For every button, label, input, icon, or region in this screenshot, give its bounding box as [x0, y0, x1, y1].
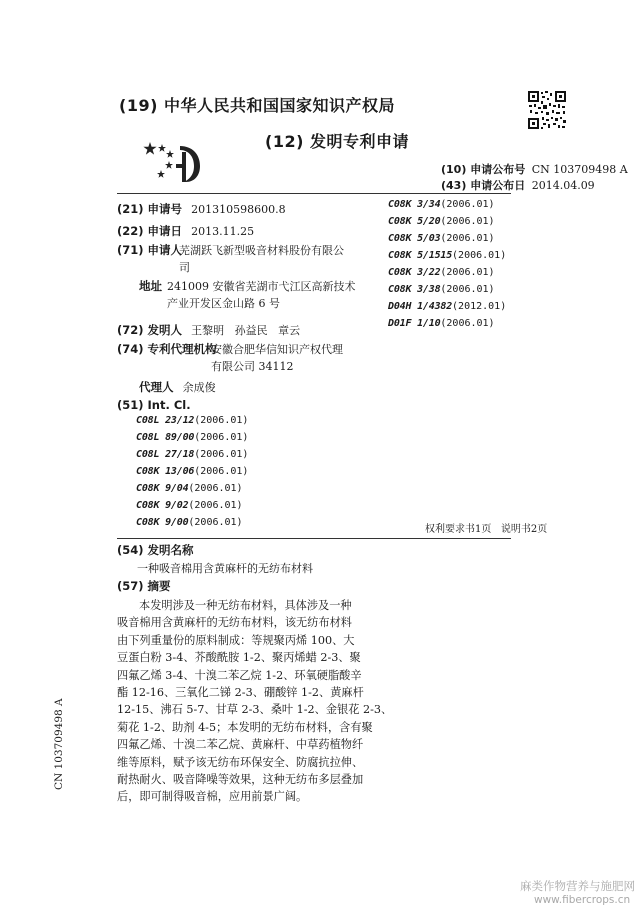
- ipc-code: C08K 5/03: [388, 233, 441, 244]
- ipc-code: C08K 3/38: [388, 284, 441, 295]
- ipc-version: (2006.01): [194, 432, 249, 443]
- ipc-code: D01F 1/10: [388, 318, 441, 329]
- ipc-item: [388, 216, 495, 227]
- ipc-version: (2006.01): [188, 500, 243, 511]
- publication-date-row: [441, 177, 595, 193]
- ipc-item: [388, 301, 506, 312]
- ipc-code: C08K 9/04: [136, 483, 189, 494]
- abstract-line: 本发明涉及一种无纺布材料，具体涉及一种: [139, 599, 352, 612]
- abstract-line: 维等原料，赋予该无纺布环保安全、防腐抗拉伸、: [117, 755, 364, 769]
- invention-title: 一种吸音棉用含黄麻杆的无纺布材料: [137, 562, 313, 575]
- document-type: (12) 发明专利申请: [265, 132, 409, 151]
- intcl-item: [136, 466, 248, 477]
- abstract-label: (57) 摘要: [117, 579, 171, 593]
- abstract-line: 豆蛋白粉 3-4、芥酸酰胺 1-2、聚丙烯蜡 2-3、聚: [117, 651, 361, 665]
- ipc-code: C08K 13/06: [136, 466, 195, 477]
- publication-date-label: (43) 申请公布日: [441, 179, 526, 192]
- ipc-version: (2006.01): [194, 415, 249, 426]
- abstract-line: 四氟乙烯 3-4、十溴二苯乙烷 1-2、环氧硬脂酸辛: [117, 668, 362, 682]
- ipc-version: (2006.01): [194, 449, 249, 460]
- ipc-version: (2006.01): [440, 199, 495, 210]
- intcl-item: [136, 500, 243, 511]
- inventor-row: [117, 319, 300, 338]
- body-divider: [117, 538, 511, 539]
- ipc-code: C08L 89/00: [136, 432, 195, 443]
- applicant-label: (71) 申请人: [117, 243, 183, 257]
- publication-number-label: (10) 申请公布号: [441, 163, 526, 176]
- agency-line-1: 安徽合肥华信知识产权代理: [211, 343, 343, 356]
- header-divider: [117, 193, 511, 194]
- intcl-item: [136, 517, 243, 528]
- ipc-item: [388, 318, 495, 329]
- agent: 余成俊: [182, 381, 216, 394]
- issuing-office: (19) 中华人民共和国国家知识产权局: [119, 96, 395, 115]
- application-number-label: (21) 申请号: [117, 202, 183, 216]
- ipc-code: C08K 3/34: [388, 199, 441, 210]
- ipc-version: (2006.01): [440, 233, 495, 244]
- abstract-line: 后，即可制得吸音棉，应用前景广阔。: [117, 790, 308, 804]
- ipc-code: C08L 23/12: [136, 415, 195, 426]
- abstract-line: 四氟乙烯、十溴二苯乙烷、黄麻杆、中草药植物纤: [117, 738, 364, 752]
- side-publication-number: CN 103709498 A: [53, 698, 65, 790]
- ipc-version: (2006.01): [188, 483, 243, 494]
- ipc-code: C08K 9/00: [136, 517, 189, 528]
- filing-date: 2013.11.25: [191, 225, 255, 238]
- ipc-version: (2006.01): [452, 250, 507, 261]
- abstract-line: 12-15、沸石 5-7、甘草 2-3、桑叶 1-2、金银花 2-3、: [117, 703, 393, 717]
- inventors: 王黎明 孙益民 章云: [191, 324, 301, 337]
- ipc-version: (2006.01): [188, 517, 243, 528]
- publication-number-row: [441, 161, 628, 177]
- ipc-code: C08L 27/18: [136, 449, 195, 460]
- ipc-item: [388, 267, 495, 278]
- intcl-item: [136, 449, 248, 460]
- publication-number: CN 103709498 A: [531, 163, 628, 176]
- abstract-line: 酯 12-16、三氧化二锑 2-3、硼酸锌 1-2、黄麻杆: [117, 686, 364, 700]
- agency-label: (74) 专利代理机构: [117, 342, 217, 356]
- publication-date: 2014.04.09: [531, 179, 595, 192]
- ipc-version: (2012.01): [452, 301, 507, 312]
- ipc-code: C08K 3/22: [388, 267, 441, 278]
- application-number-row: [117, 198, 286, 217]
- watermark-site-name: 麻类作物营养与施肥网: [520, 879, 635, 893]
- title-label: (54) 发明名称: [117, 543, 194, 557]
- ipc-version: (2006.01): [194, 466, 249, 477]
- ipc-code: C08K 9/02: [136, 500, 189, 511]
- application-number: 201310598600.8: [191, 203, 286, 216]
- ipc-item: [388, 284, 495, 295]
- abstract-line: 耐热耐火、吸音降噪等效果，这种无纺布多层叠加: [117, 773, 364, 787]
- applicant-line-2: 司: [179, 261, 190, 274]
- ipc-version: (2006.01): [440, 267, 495, 278]
- applicant-line-1: 芜湖跃飞新型吸音材料股份有限公: [179, 244, 344, 257]
- agent-row: [139, 376, 216, 395]
- abstract-line: 由下列重量份的原料制成：等规聚丙烯 100、大: [117, 633, 355, 647]
- ipc-code: C08K 5/20: [388, 216, 441, 227]
- abstract-line: 菊花 1-2、助剂 4-5；本发明的无纺布材料，含有聚: [117, 720, 373, 734]
- ipc-item: [388, 199, 495, 210]
- abstract-text: [117, 597, 393, 806]
- watermark-url: www.fibercrops.cn: [534, 894, 631, 906]
- abstract-line: 吸音棉用含黄麻杆的无纺布材料，该无纺布材料: [117, 616, 352, 630]
- pages-note: 权利要求书1页 说明书2页: [425, 524, 548, 535]
- address-label: 地址: [139, 279, 162, 293]
- ipc-version: (2006.01): [440, 318, 495, 329]
- inventor-label: (72) 发明人: [117, 323, 183, 337]
- intcl-item: [136, 483, 243, 494]
- intcl-item: [136, 432, 248, 443]
- address-line-2: 产业开发区金山路 6 号: [167, 297, 280, 310]
- agency-line-2: 有限公司 34112: [211, 360, 294, 373]
- ipc-version: (2006.01): [440, 216, 495, 227]
- qr-code-icon: [527, 90, 567, 130]
- intcl-label: (51) Int. Cl.: [117, 398, 191, 412]
- address-line-1: 241009 安徽省芜湖市弋江区高新技术: [167, 280, 356, 293]
- office-emblem-logo: [140, 140, 206, 184]
- agent-label: 代理人: [139, 380, 174, 394]
- ipc-item: [388, 250, 506, 261]
- intcl-item: [136, 415, 248, 426]
- ipc-item: [388, 233, 495, 244]
- filing-date-row: [117, 220, 254, 239]
- filing-date-label: (22) 申请日: [117, 224, 183, 238]
- ipc-version: (2006.01): [440, 284, 495, 295]
- ipc-code: C08K 5/1515: [388, 250, 453, 261]
- ipc-code: D04H 1/4382: [388, 301, 453, 312]
